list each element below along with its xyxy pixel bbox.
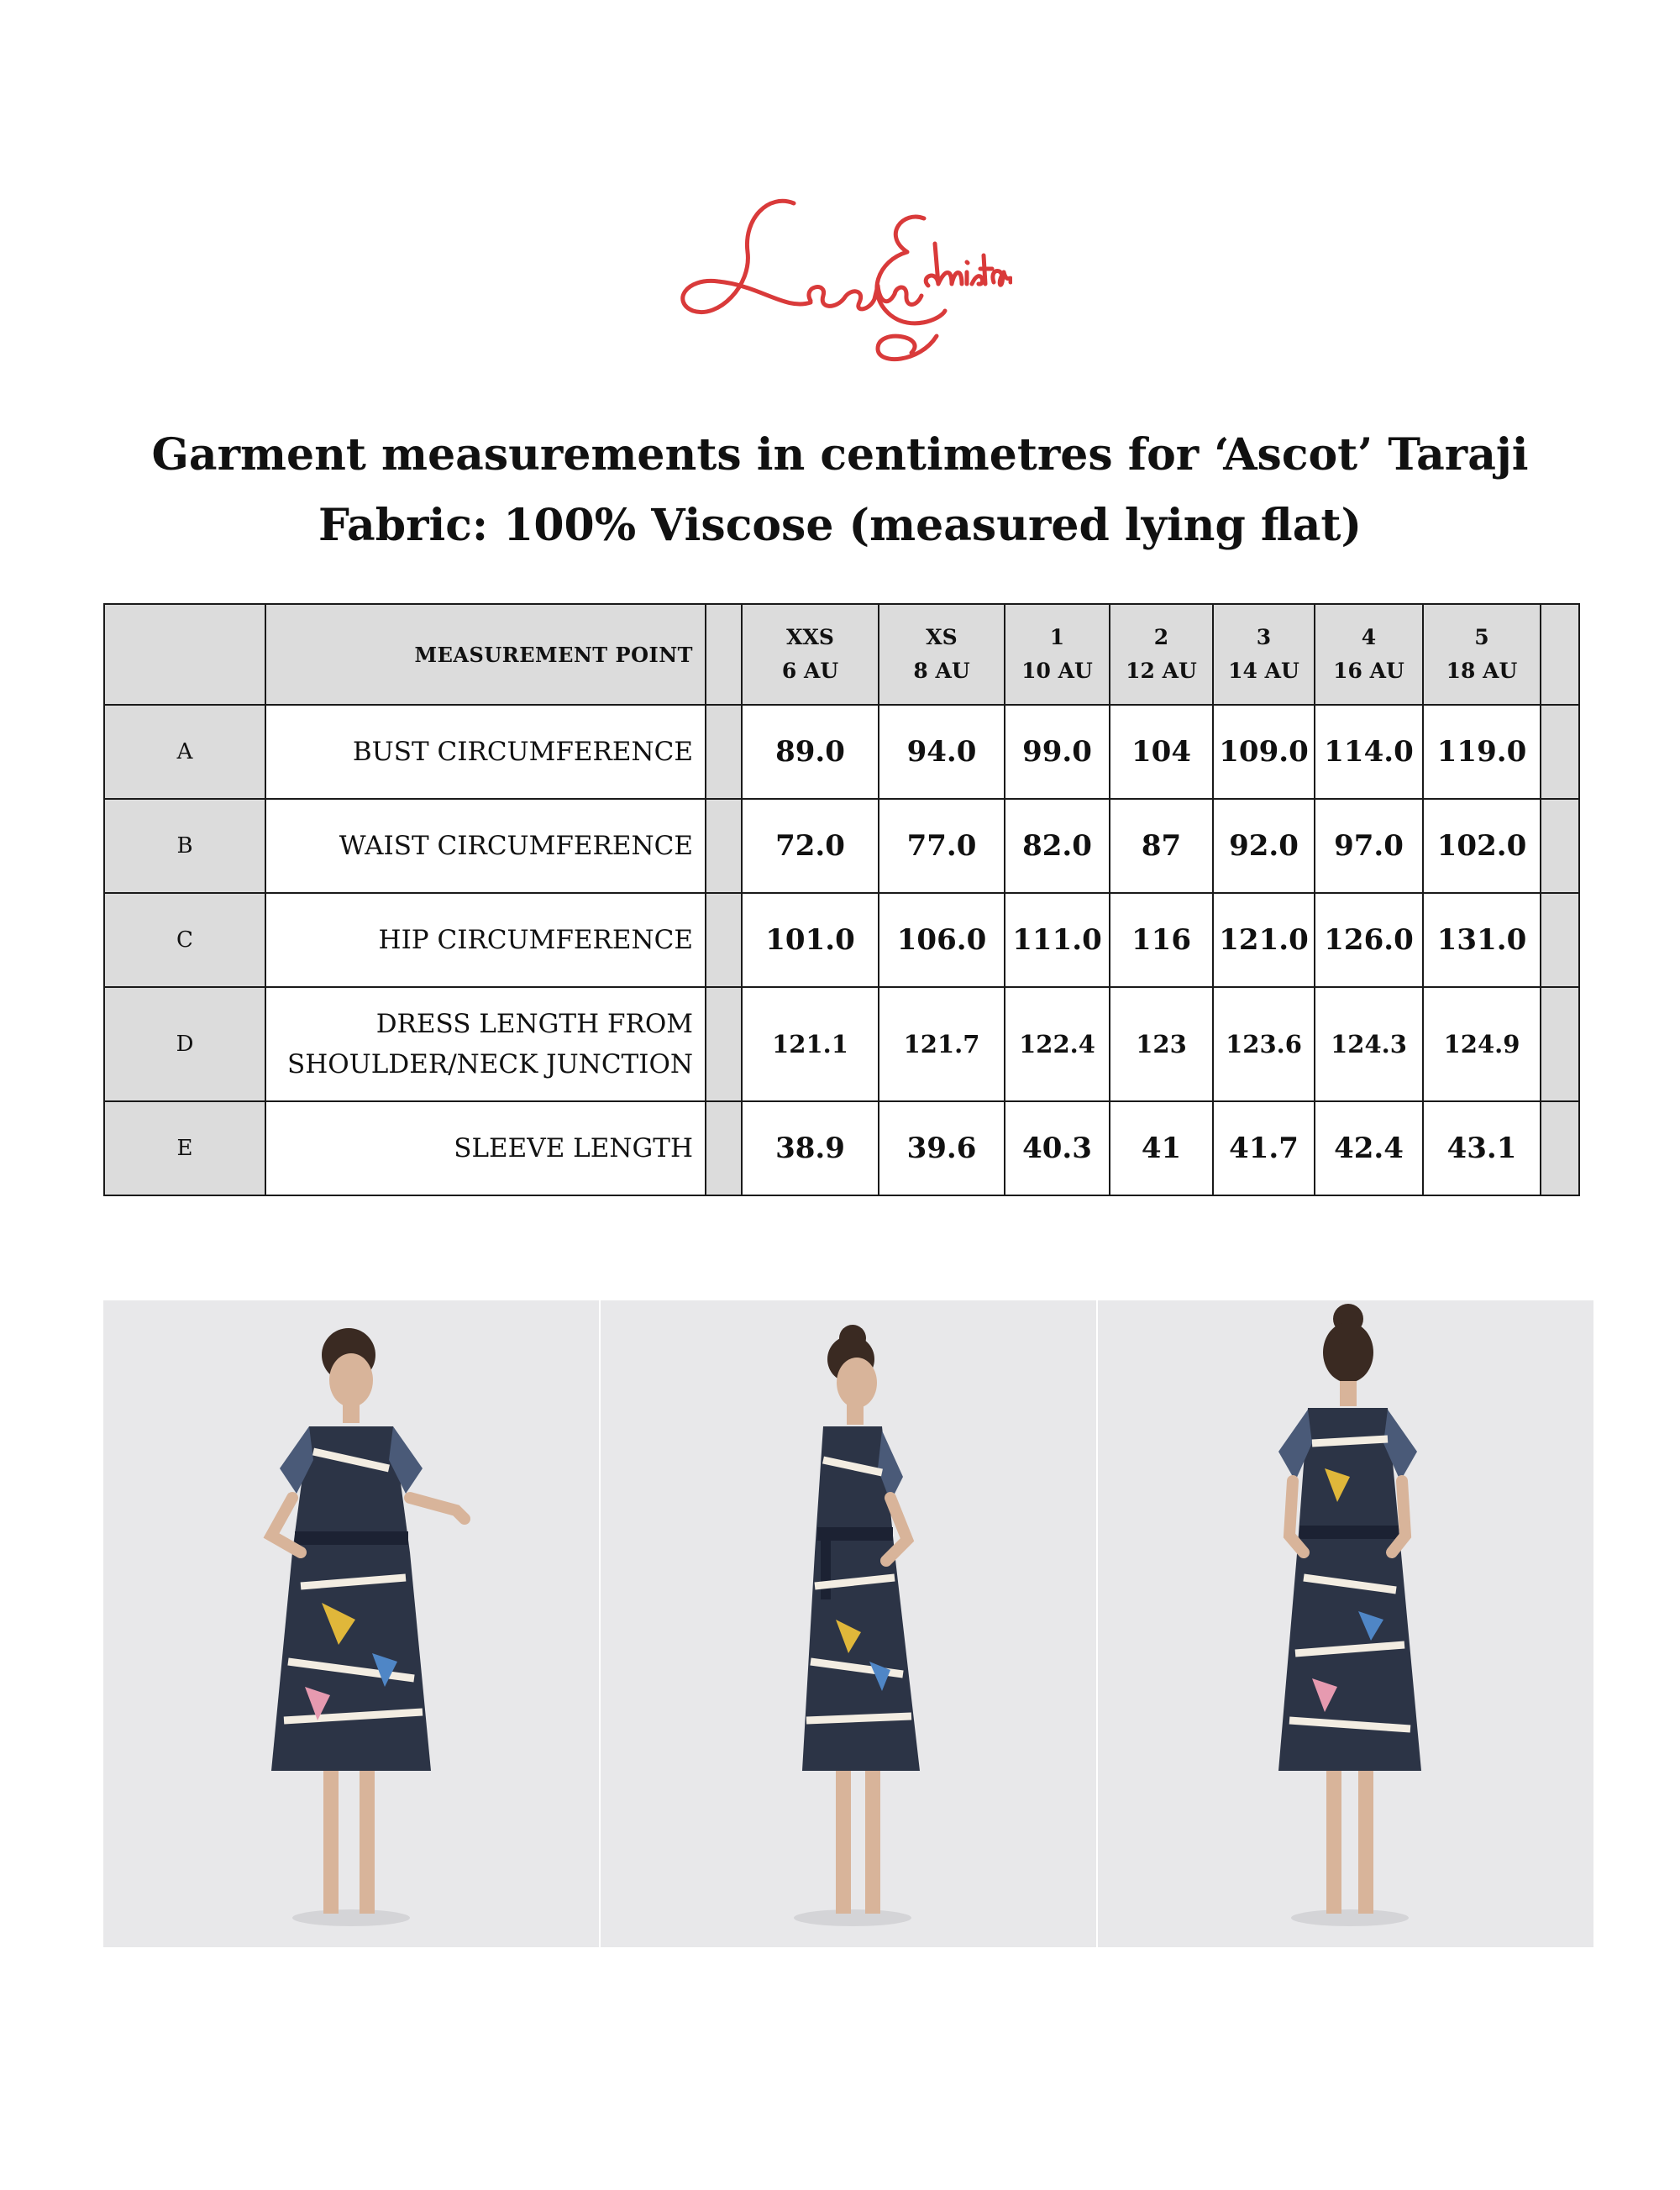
document-title [0,420,1680,561]
measurement-value: 87 [1110,799,1213,893]
measurement-value: 89.0 [742,705,879,799]
measurement-value: 39.6 [879,1101,1005,1195]
title-line-2: Fabric: 100% Viscose (measured lying flat) [318,500,1362,551]
measurement-value: 99.0 [1005,705,1110,799]
row-spacer [706,1101,742,1195]
table-row [104,893,1579,987]
row-code: D [104,987,265,1101]
photo-side-view [601,1300,1096,1947]
measurement-value: 123 [1110,987,1213,1101]
size-name: 2 [1153,625,1169,649]
size-au: 8 AU [913,659,970,683]
size-name: XXS [786,625,834,649]
measurement-value: 122.4 [1005,987,1110,1101]
measurement-value: 41 [1110,1101,1213,1195]
size-au: 6 AU [781,659,839,683]
measurement-point-header: MEASUREMENT POINT [265,604,706,705]
measurement-value: 38.9 [742,1101,879,1195]
size-header [1315,604,1423,705]
measurement-value: 77.0 [879,799,1005,893]
size-name: 4 [1361,625,1377,649]
header-end-cell [1541,604,1579,705]
size-au: 12 AU [1126,659,1197,683]
measurement-value: 97.0 [1315,799,1423,893]
size-name: 5 [1474,625,1489,649]
row-code: C [104,893,265,987]
logo-script [668,185,1012,370]
row-code: B [104,799,265,893]
measurement-value: 82.0 [1005,799,1110,893]
size-name: 3 [1256,625,1272,649]
size-au: 10 AU [1021,659,1093,683]
measurement-value: 40.3 [1005,1101,1110,1195]
row-spacer [706,987,742,1101]
photo-back-view [1098,1300,1593,1947]
model-side-illustration [601,1300,1096,1947]
measurement-value: 121.0 [1213,893,1315,987]
size-header [1213,604,1315,705]
measurement-value: 121.7 [879,987,1005,1101]
measurement-value: 104 [1110,705,1213,799]
header-code-cell [104,604,265,705]
measurement-value: 111.0 [1005,893,1110,987]
table-row [104,987,1579,1101]
model-front-illustration [103,1300,599,1947]
row-code: A [104,705,265,799]
measurement-value: 72.0 [742,799,879,893]
measurement-value: 131.0 [1423,893,1541,987]
header-spacer-cell [706,604,742,705]
row-spacer [706,799,742,893]
measurement-value: 119.0 [1423,705,1541,799]
size-au: 18 AU [1446,659,1518,683]
title-line-1: Garment measurements in centimetres for ‘Ascot’ Taraji [151,429,1529,481]
size-header [879,604,1005,705]
photo-front-view [103,1300,599,1947]
table-row [104,1101,1579,1195]
measurement-value: 102.0 [1423,799,1541,893]
row-label: WAIST CIRCUMFERENCE [265,799,706,893]
row-label-line: DRESS LENGTH FROM [375,1009,693,1039]
size-name: XS [926,625,958,649]
measurement-value: 41.7 [1213,1101,1315,1195]
table-row [104,705,1579,799]
measurement-value: 124.9 [1423,987,1541,1101]
row-spacer [706,705,742,799]
measurement-value: 94.0 [879,705,1005,799]
row-code: E [104,1101,265,1195]
row-spacer [706,893,742,987]
measurement-value: 123.6 [1213,987,1315,1101]
measurement-value: 43.1 [1423,1101,1541,1195]
row-end [1541,893,1579,987]
row-end [1541,705,1579,799]
table-header-row [104,604,1579,705]
measurement-value: 126.0 [1315,893,1423,987]
table-row [104,799,1579,893]
row-end [1541,799,1579,893]
measurement-value: 114.0 [1315,705,1423,799]
size-au: 16 AU [1333,659,1404,683]
measurement-value: 92.0 [1213,799,1315,893]
row-label: SLEEVE LENGTH [265,1101,706,1195]
row-label [265,987,706,1101]
brand-logo [668,185,1012,370]
size-au: 14 AU [1228,659,1299,683]
measurement-value: 116 [1110,893,1213,987]
measurement-value: 42.4 [1315,1101,1423,1195]
row-end [1541,987,1579,1101]
measurement-value: 109.0 [1213,705,1315,799]
size-header [1005,604,1110,705]
size-name: 1 [1049,625,1065,649]
row-label: HIP CIRCUMFERENCE [265,893,706,987]
size-header [742,604,879,705]
measurement-table [103,603,1580,1196]
size-header [1110,604,1213,705]
product-photos [103,1300,1593,1947]
row-label: BUST CIRCUMFERENCE [265,705,706,799]
model-back-illustration [1098,1300,1593,1947]
row-end [1541,1101,1579,1195]
measurement-value: 106.0 [879,893,1005,987]
row-label-line: SHOULDER/NECK JUNCTION [286,1049,693,1079]
measurement-value: 121.1 [742,987,879,1101]
measurement-value: 101.0 [742,893,879,987]
measurement-value: 124.3 [1315,987,1423,1101]
size-header [1423,604,1541,705]
